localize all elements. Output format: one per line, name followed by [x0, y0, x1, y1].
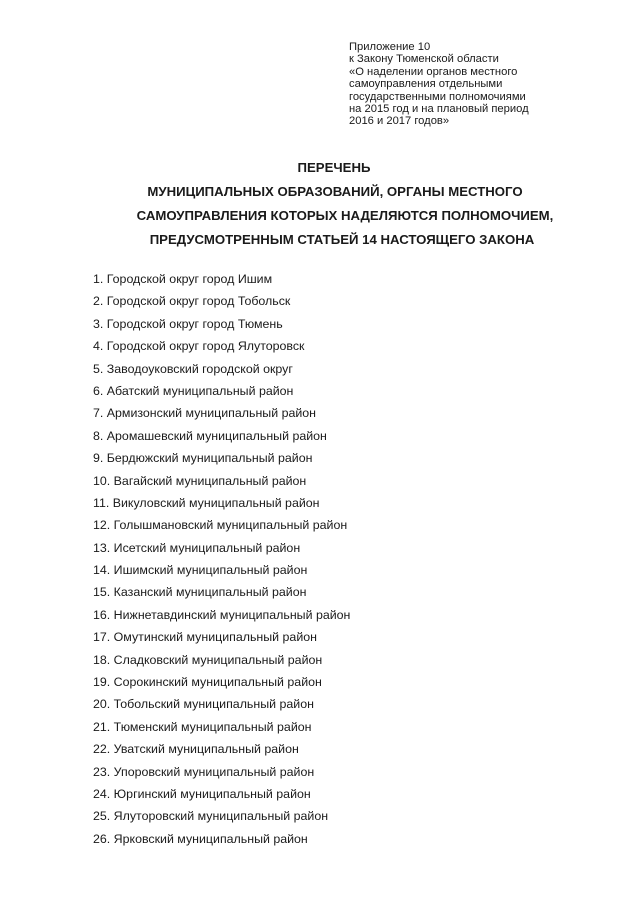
appendix-line: на 2015 год и на плановый период	[349, 103, 529, 116]
appendix-line: 2016 и 2017 годов»	[349, 115, 450, 128]
list-item: 24. Юргинский муниципальный район	[93, 786, 311, 801]
list-item: 16. Нижнетавдинский муниципальный район	[93, 607, 351, 622]
document-title	[0, 156, 640, 252]
list-item: 17. Омутинский муниципальный район	[93, 630, 317, 645]
list-item: 19. Сорокинский муниципальный район	[93, 675, 322, 690]
list-item: 4. Городской округ город Ялуторовск	[93, 339, 305, 354]
appendix-line: Приложение 10	[349, 41, 431, 53]
title-line: МУНИЦИПАЛЬНЫХ ОБРАЗОВАНИЙ, ОРГАНЫ МЕСТНОГО	[147, 184, 523, 199]
title-line: САМОУПРАВЛЕНИЯ КОТОРЫХ НАДЕЛЯЮТСЯ ПОЛНОМОЧИЕМ,	[136, 208, 554, 223]
list-item: 13. Исетский муниципальный район	[93, 540, 301, 555]
appendix-line: к Закону Тюменской области	[349, 53, 499, 66]
list-item: 6. Абатский муниципальный район	[93, 383, 294, 398]
appendix-line: государственными полномочиями	[349, 90, 526, 103]
list-item: 10. Вагайский муниципальный район	[93, 473, 307, 488]
list-item: 26. Ярковский муниципальный район	[93, 831, 308, 846]
list-item: 12. Голышмановский муниципальный район	[93, 518, 348, 533]
title-line: ПРЕДУСМОТРЕННЫМ СТАТЬЕЙ 14 НАСТОЯЩЕГО ЗАКОНА	[149, 232, 535, 247]
list-item: 15. Казанский муниципальный район	[93, 585, 307, 600]
list-item: 8. Аромашевский муниципальный район	[93, 428, 327, 443]
list-item: 20. Тобольский муниципальный район	[93, 697, 314, 712]
list-item: 18. Сладковский муниципальный район	[93, 652, 323, 667]
appendix-line: «О наделении органов местного	[349, 65, 518, 78]
list-item: 5. Заводоуковский городской округ	[93, 361, 293, 376]
title-line: ПЕРЕЧЕНЬ	[297, 160, 371, 175]
list-item: 1. Городской округ город Ишим	[93, 272, 273, 286]
list-item: 23. Упоровский муниципальный район	[93, 764, 315, 779]
list-item: 22. Уватский муниципальный район	[93, 742, 299, 757]
list-item: 14. Ишимский муниципальный район	[93, 563, 308, 578]
list-item: 11. Викуловский муниципальный район	[93, 495, 320, 510]
list-item: 9. Бердюжский муниципальный район	[93, 451, 313, 466]
appendix-header	[349, 41, 599, 128]
list-item: 3. Городской округ город Тюмень	[93, 316, 283, 331]
municipality-list	[93, 268, 350, 850]
appendix-line: самоуправления отдельными	[349, 78, 503, 91]
list-item: 25. Ялуторовский муниципальный район	[93, 809, 329, 824]
list-item: 2. Городской округ город Тобольск	[93, 294, 291, 309]
list-item: 21. Тюменский муниципальный район	[93, 719, 312, 734]
list-item: 7. Армизонский муниципальный район	[93, 406, 317, 421]
